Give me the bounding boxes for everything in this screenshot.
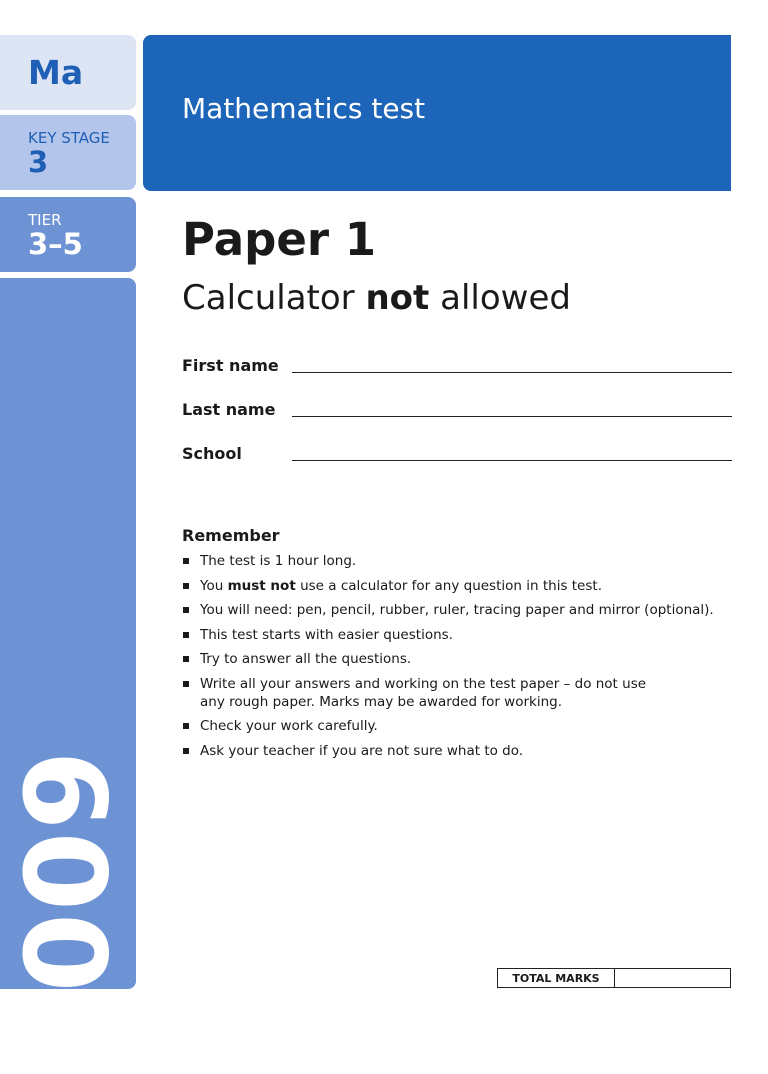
list-item: Ask your teacher if you are not sure what to do. <box>182 742 742 760</box>
key-stage-value: 3 <box>28 145 49 179</box>
remember-title: Remember <box>182 526 280 545</box>
list-item: Check your work carefully. <box>182 717 742 735</box>
total-marks-box <box>497 968 731 988</box>
tier-label: TIER <box>28 211 62 229</box>
list-item: You must not use a calculator for any question in this test. <box>182 577 742 595</box>
subject-tab <box>0 35 136 110</box>
header-banner <box>143 35 731 191</box>
total-marks-cell[interactable] <box>615 969 730 987</box>
paper-subtitle <box>182 278 571 318</box>
bullet-square-icon <box>183 583 189 589</box>
key-stage-tab <box>0 115 136 190</box>
bullet-square-icon <box>183 656 189 662</box>
school-line[interactable] <box>292 460 732 461</box>
subtitle-after: allowed <box>429 278 571 318</box>
rules-list <box>182 552 742 766</box>
bullet-square-icon <box>183 748 189 754</box>
subtitle-emphasis: not <box>365 278 430 318</box>
tier-tab <box>0 197 136 272</box>
year-tab <box>0 278 136 1074</box>
tier-value: 3–5 <box>28 227 83 261</box>
list-item: This test starts with easier questions. <box>182 626 742 644</box>
bullet-square-icon <box>183 558 189 564</box>
first-name-line[interactable] <box>292 372 732 373</box>
school-label: School <box>182 444 242 463</box>
list-item: Write all your answers and working on the test paper – do not use any rough paper. Marks may be awarded for working. <box>182 675 742 711</box>
total-marks-label: TOTAL MARKS <box>498 969 615 987</box>
last-name-line[interactable] <box>292 416 732 417</box>
key-stage-label: KEY STAGE <box>28 129 110 147</box>
bullet-square-icon <box>183 607 189 613</box>
last-name-label: Last name <box>182 400 276 419</box>
year-label: 2009 <box>1 748 135 1074</box>
list-item: The test is 1 hour long. <box>182 552 742 570</box>
bullet-square-icon <box>183 681 189 687</box>
list-item: You will need: pen, pencil, rubber, ruler, tracing paper and mirror (optional). <box>182 601 742 619</box>
first-name-label: First name <box>182 356 279 375</box>
banner-title: Mathematics test <box>182 92 426 125</box>
subject-code: Ma <box>28 53 84 92</box>
bullet-square-icon <box>183 723 189 729</box>
subtitle-before: Calculator <box>182 278 366 318</box>
bullet-square-icon <box>183 632 189 638</box>
list-item: Try to answer all the questions. <box>182 650 742 668</box>
paper-title: Paper 1 <box>182 213 377 266</box>
